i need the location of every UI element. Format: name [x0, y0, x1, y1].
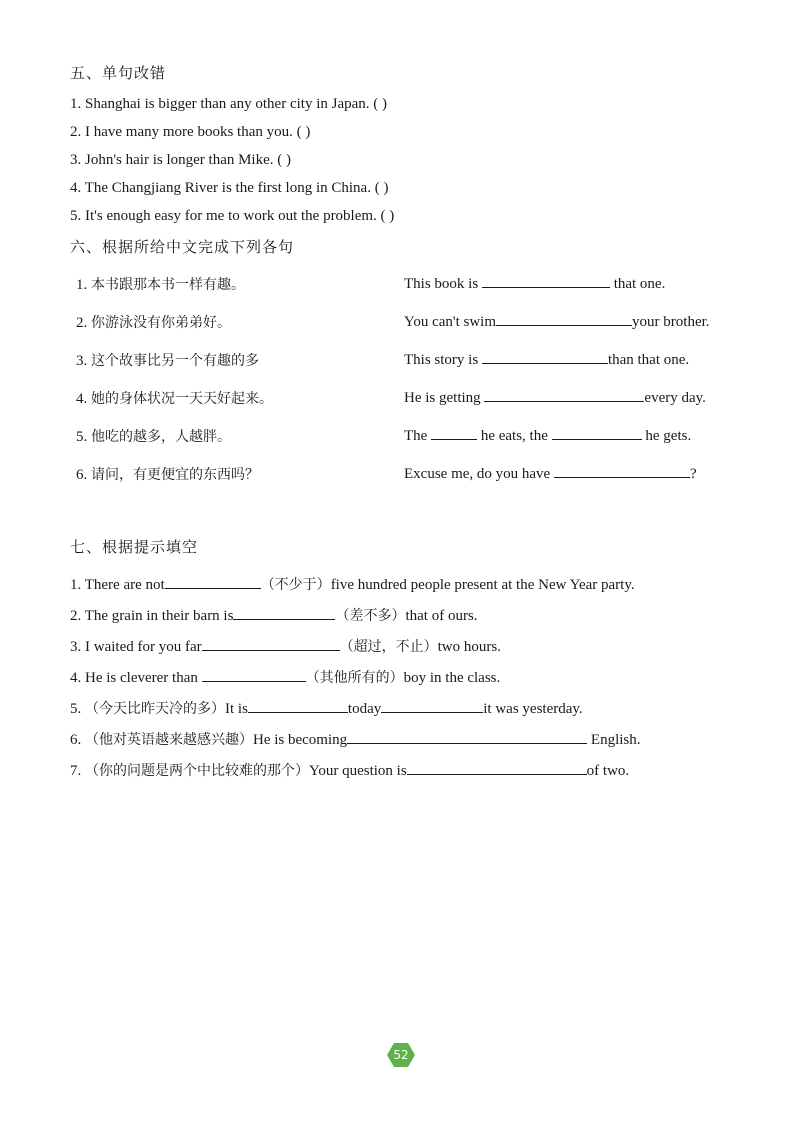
chinese-prompt: 本书跟那本书一样有趣。	[91, 277, 245, 293]
english-part-b: that one.	[613, 276, 666, 292]
english-part-a: He is getting	[404, 390, 481, 406]
s6-item-6-cn	[76, 464, 259, 484]
item-number: 1.	[70, 96, 82, 112]
chinese-hint: （差不多）	[335, 608, 406, 624]
answer-blank[interactable]	[381, 699, 483, 713]
item-number: 3.	[70, 152, 82, 168]
s5-item-4	[70, 180, 388, 197]
item-text-a: It is	[225, 701, 248, 717]
item-number: 1.	[76, 277, 88, 293]
item-text-b: boy in the class.	[403, 670, 501, 686]
item-number: 1.	[70, 577, 82, 593]
chinese-prompt: 他吃的越多，人越胖。	[91, 429, 231, 445]
english-part-a: You can't swim	[404, 314, 497, 330]
s7-item-3	[70, 636, 501, 656]
chinese-prompt: 请问，有更便宜的东西吗？	[91, 467, 259, 483]
page-number-badge	[386, 1042, 416, 1068]
item-text-a: There are not	[84, 577, 165, 593]
item-number: 5.	[70, 208, 82, 224]
s5-item-5	[70, 208, 394, 225]
item-text-mid: today	[347, 701, 382, 717]
s5-item-3	[70, 152, 291, 169]
section-6-title: 六、根据所给中文完成下列各句	[70, 238, 295, 256]
english-part-b: your brother.	[632, 314, 710, 330]
item-text-b: it was yesterday.	[483, 701, 583, 717]
s6-item-3-en	[404, 350, 689, 369]
item-text-b: of two.	[586, 763, 630, 779]
chinese-prompt: 这个故事比另一个有趣的多	[91, 353, 259, 369]
english-part-mid: he eats, the	[480, 428, 548, 444]
answer-blank[interactable]	[233, 606, 335, 620]
chinese-hint: （今天比昨天冷的多）	[85, 701, 225, 717]
item-text-a: He is cleverer than	[85, 670, 198, 686]
s6-item-3-cn	[76, 350, 259, 370]
s6-item-2-cn	[76, 312, 231, 332]
english-part-a: This book is	[404, 276, 479, 292]
item-text-a: I waited for you far	[85, 639, 202, 655]
item-number: 4.	[76, 391, 88, 407]
answer-blank[interactable]	[202, 668, 306, 682]
answer-blank[interactable]	[431, 426, 477, 440]
s5-item-2	[70, 124, 310, 141]
answer-blank[interactable]	[482, 350, 608, 364]
item-text-b: English.	[590, 732, 641, 748]
chinese-prompt: 你游泳没有你弟弟好。	[91, 315, 231, 331]
item-text-a: He is becoming	[253, 732, 348, 748]
english-part-b: he gets.	[645, 428, 692, 444]
item-text-b: two hours.	[437, 639, 501, 655]
chinese-hint: （不少于）	[260, 577, 331, 593]
chinese-hint: （他对英语越来越感兴趣）	[85, 732, 253, 748]
s5-item-1	[70, 96, 387, 113]
item-number: 2.	[70, 124, 82, 140]
item-number: 3.	[70, 639, 82, 655]
s6-item-4-en	[404, 388, 706, 407]
item-number: 4.	[70, 180, 82, 196]
english-part-a: The	[404, 428, 428, 444]
item-number: 6.	[70, 732, 82, 748]
s6-item-1-cn	[76, 274, 245, 294]
item-text-a: Your question is	[309, 763, 407, 779]
item-number: 5.	[70, 701, 82, 717]
item-text: John's hair is longer than Mike. ( )	[85, 152, 292, 168]
answer-blank[interactable]	[347, 730, 587, 744]
chinese-hint: （超过，不止）	[339, 639, 438, 655]
s6-item-5-cn	[76, 426, 231, 446]
s7-item-5	[70, 698, 583, 718]
s6-item-4-cn	[76, 388, 273, 408]
section-5-title: 五、单句改错	[70, 64, 167, 82]
answer-blank[interactable]	[552, 426, 642, 440]
item-number: 2.	[76, 315, 88, 331]
item-text: It's enough easy for me to work out the problem. ( )	[85, 208, 395, 224]
answer-blank[interactable]	[165, 575, 261, 589]
answer-blank[interactable]	[407, 761, 587, 775]
section-7-title: 七、根据提示填空	[70, 538, 199, 556]
s7-item-1	[70, 574, 635, 594]
item-number: 6.	[76, 467, 88, 483]
answer-blank[interactable]	[484, 388, 644, 402]
english-part-b: than that one.	[607, 352, 690, 368]
item-number: 7.	[70, 763, 82, 779]
item-text: The Changjiang River is the first long in China. ( )	[84, 180, 389, 196]
item-text-a: The grain in their barn is	[84, 608, 234, 624]
item-number: 2.	[70, 608, 82, 624]
s6-item-2-en	[404, 312, 710, 331]
answer-blank[interactable]	[482, 274, 610, 288]
chinese-hint: （其他所有的）	[305, 670, 404, 686]
s7-item-4	[70, 667, 500, 687]
s7-item-6	[70, 729, 641, 749]
english-part-a: This story is	[404, 352, 479, 368]
s6-item-1-en	[404, 274, 665, 293]
item-number: 5.	[76, 429, 88, 445]
answer-blank[interactable]	[496, 312, 632, 326]
answer-blank[interactable]	[248, 699, 348, 713]
chinese-prompt: 她的身体状况一天天好起来。	[91, 391, 273, 407]
item-number: 3.	[76, 353, 88, 369]
english-part-b: every day.	[644, 390, 706, 406]
s7-item-2	[70, 605, 478, 625]
answer-blank[interactable]	[202, 637, 340, 651]
english-part-b: ?	[689, 466, 697, 482]
item-text-b: five hundred people present at the New Year party.	[330, 577, 635, 593]
item-text-b: that of ours.	[405, 608, 478, 624]
s7-item-7	[70, 760, 629, 780]
answer-blank[interactable]	[554, 464, 690, 478]
item-text: I have many more books than you. ( )	[85, 124, 311, 140]
chinese-hint: （你的问题是两个中比较难的那个）	[85, 763, 309, 779]
s6-item-5-en	[404, 426, 691, 445]
s6-item-6-en	[404, 464, 697, 483]
item-number: 4.	[70, 670, 82, 686]
item-text: Shanghai is bigger than any other city in Japan. ( )	[85, 96, 388, 112]
english-part-a: Excuse me, do you have	[404, 466, 551, 482]
page-number: 52	[393, 1048, 409, 1062]
